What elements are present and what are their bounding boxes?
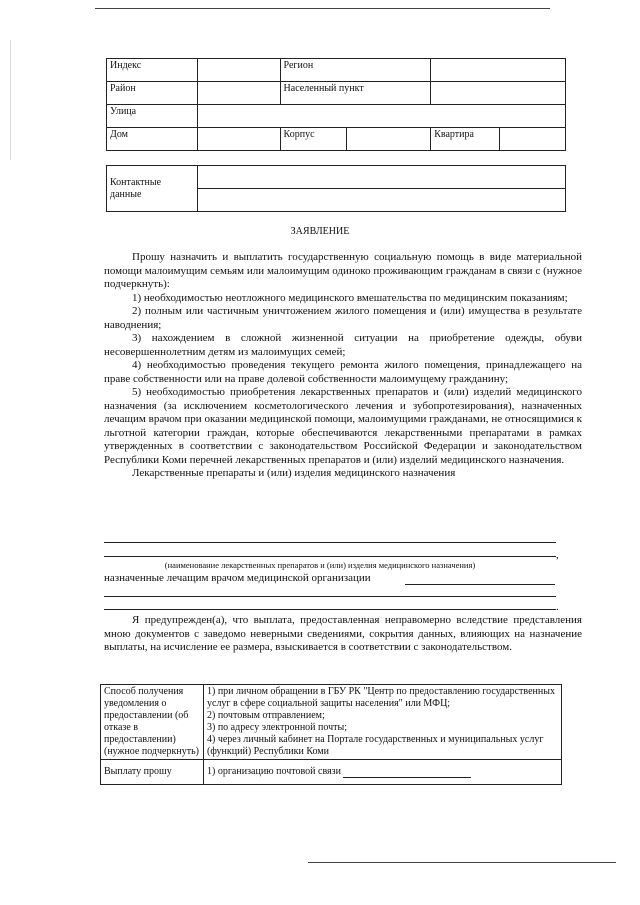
method-table bbox=[100, 684, 562, 785]
notification-option-2[interactable]: 2) почтовым отправлением; bbox=[207, 710, 325, 721]
organization-line[interactable] bbox=[405, 584, 555, 585]
address-table bbox=[106, 58, 566, 151]
scan-edge-mark bbox=[10, 40, 11, 160]
notification-option-4[interactable]: 4) через личный кабинет на Портале государственных и муниципальных услуг (функций) Республики Коми bbox=[207, 734, 544, 757]
document-title: ЗАЯВЛЕНИЕ bbox=[290, 226, 350, 237]
reason-2: 2) полным или частичным уничтожением жилого помещения и (или) имущества в результате наводнения; bbox=[104, 305, 582, 331]
prescribed-label: назначенные лечащим врачом медицинской организации bbox=[104, 572, 371, 584]
locality-field[interactable] bbox=[431, 82, 566, 105]
notification-label: Способ получения уведомления о предоставлении (об отказе в предоставлении) (нужное подчеркнуть) bbox=[101, 685, 204, 760]
reason-4: 4) необходимостью проведения текущего ремонта жилого помещения, принадлежащего на праве собственности или на праве долевой собственности малоимущему гражданину; bbox=[104, 359, 582, 385]
notification-option-3[interactable]: 3) по адресу электронной почты; bbox=[207, 722, 348, 733]
top-rule bbox=[95, 8, 550, 9]
drugs-caption: (наименование лекарственных препаратов и (или) изделия медицинского назначения) bbox=[164, 560, 476, 570]
drugs-line-2[interactable] bbox=[104, 556, 556, 557]
district-field[interactable] bbox=[197, 82, 280, 105]
warning-block bbox=[104, 614, 582, 655]
reason-5: 5) необходимостью приобретения лекарственных препаратов и (или) изделий медицинского назначения (за исключением косметологического лечения и зубопротезирования), назначенных лечащим врачом при оказании медицинской помощи, малоимущими гражданами, не относящимися к льготной категории граждан, которые обеспечиваются лекарственными препаратами в рамках утвержденных в соответствии с законодательством Российской Федерации и законодательством Республики Коми перечней лекарственных препаратов и (или) изделий медицинского назначения. bbox=[104, 386, 582, 466]
contact-field-2[interactable] bbox=[198, 189, 566, 212]
reason-3: 3) нахождением в сложной жизненной ситуации на приобретение одежды, обуви несовершеннолетним детям из малоимущих семей; bbox=[104, 332, 582, 358]
apartment-field[interactable] bbox=[500, 128, 566, 151]
region-label: Регион bbox=[280, 59, 431, 82]
contact-label: Контактные данные bbox=[107, 166, 198, 212]
organization-line-2[interactable] bbox=[104, 596, 556, 597]
street-label: Улица bbox=[107, 105, 198, 128]
payment-field[interactable] bbox=[343, 767, 471, 778]
building-field[interactable] bbox=[347, 128, 431, 151]
payment-cell bbox=[204, 760, 562, 785]
organization-period: . bbox=[556, 601, 559, 613]
index-label: Индекс bbox=[107, 59, 198, 82]
house-field[interactable] bbox=[197, 128, 280, 151]
notification-option-1[interactable]: 1) при личном обращении в ГБУ РК "Центр по предоставлению государственных услуг в сфере социальной защиты населения" или МФЦ; bbox=[207, 686, 555, 709]
payment-option-1[interactable]: 1) организацию почтовой связи bbox=[207, 766, 341, 777]
reason-1: 1) необходимостью неотложного медицинского вмешательства по медицинским показаниям; bbox=[132, 291, 568, 304]
statement-body bbox=[104, 251, 582, 481]
building-label: Корпус bbox=[280, 128, 347, 151]
locality-label: Населенный пункт bbox=[280, 82, 431, 105]
house-label: Дом bbox=[107, 128, 198, 151]
district-label: Район bbox=[107, 82, 198, 105]
contact-table bbox=[106, 165, 566, 212]
drugs-line-1[interactable] bbox=[104, 542, 556, 543]
intro-paragraph: Прошу назначить и выплатить государственную социальную помощь в виде материальной помощи малоимущим семьям или малоимущим одиноко проживающим гражданам в связи с (нужное подчеркнуть): bbox=[104, 251, 582, 290]
street-field[interactable] bbox=[197, 105, 565, 128]
bottom-rule bbox=[308, 862, 616, 863]
payment-label: Выплату прошу bbox=[101, 760, 204, 785]
warning-paragraph: Я предупрежден(а), что выплата, предоставленная неправомерно вследствие представления мною документов с заведомо неверными сведениями, сокрытия данных, влияющих на назначение выплаты, на исчисление ее размера, взыскивается в соответствии с законодательством. bbox=[104, 614, 582, 653]
notification-options bbox=[204, 685, 562, 760]
index-field[interactable] bbox=[197, 59, 280, 82]
region-field[interactable] bbox=[431, 59, 566, 82]
drugs-comma: , bbox=[556, 549, 559, 561]
organization-line-3[interactable] bbox=[104, 609, 556, 610]
drugs-label: Лекарственные препараты и (или) изделия медицинского назначения bbox=[132, 467, 456, 479]
contact-field-1[interactable] bbox=[198, 166, 566, 189]
apartment-label: Квартира bbox=[431, 128, 500, 151]
